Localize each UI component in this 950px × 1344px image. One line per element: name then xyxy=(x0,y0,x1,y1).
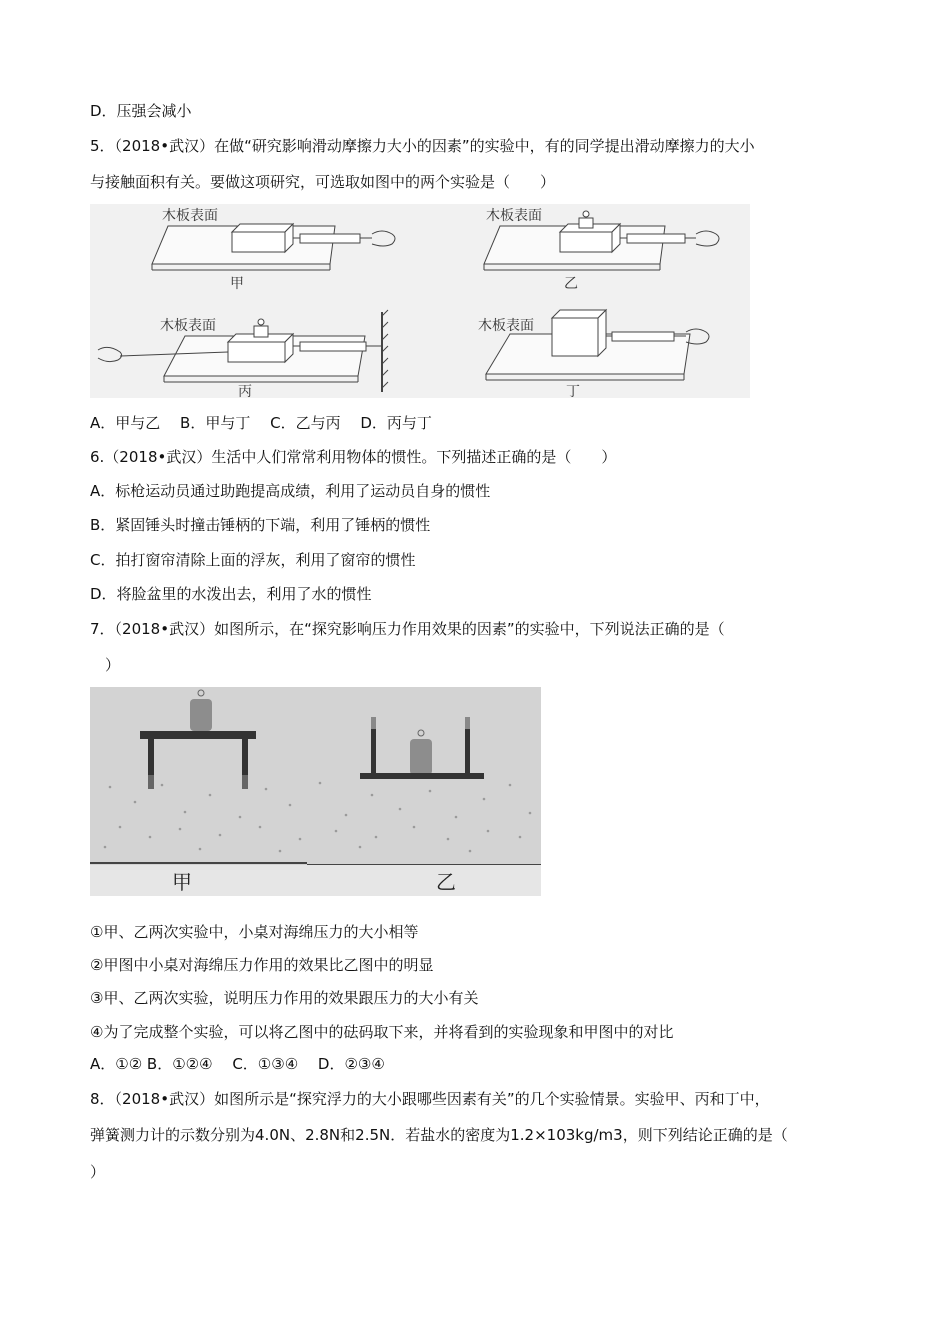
q6-option-b: B．紧固锤头时撞击锤柄的下端，利用了锤柄的惯性 xyxy=(90,516,431,534)
q5-friction-figure xyxy=(90,204,750,398)
q7-stem-line2: ） xyxy=(90,656,121,674)
q8-stem-line2: 弹簧测力计的示数分别为4.0N、2.8N和2.5N．若盐水的密度为1.2×103kg/m3，则下列结论正确的是（ xyxy=(90,1126,788,1144)
q7-label-jia: 甲 xyxy=(172,870,192,894)
q5-label-yi: 乙 xyxy=(564,276,578,292)
q7-pressure-figure xyxy=(90,687,541,896)
q5-surface-label-ding: 木板表面 xyxy=(478,318,534,334)
q7-statement-2: ②甲图中小桌对海绵压力作用的效果比乙图中的明显 xyxy=(90,956,434,974)
q5-label-bing: 丙 xyxy=(238,384,252,398)
q7-stem-line1: 7．（2018•武汉）如图所示，在“探究影响压力作用效果的因素”的实验中，下列说法正确的是（ xyxy=(90,620,725,638)
q7-options: A．①② B．①②④ C．①③④ D．②③④ xyxy=(90,1055,385,1073)
q5-label-ding: 丁 xyxy=(566,384,580,398)
q5-surface-label-yi: 木板表面 xyxy=(486,208,542,224)
q6-option-c: C．拍打窗帘清除上面的浮灰，利用了窗帘的惯性 xyxy=(90,551,416,569)
q5-surface-label-bing: 木板表面 xyxy=(160,318,216,334)
q6-option-d: D．将脸盆里的水泼出去，利用了水的惯性 xyxy=(90,585,372,603)
q5-surface-label-jia: 木板表面 xyxy=(162,208,218,224)
q7-statement-4: ④为了完成整个实验，可以将乙图中的砝码取下来，并将看到的实验现象和甲图中的对比 xyxy=(90,1023,674,1041)
q5-options: A．甲与乙 B．甲与丁 C．乙与丙 D．丙与丁 xyxy=(90,414,432,432)
q7-statement-1: ①甲、乙两次实验中，小桌对海绵压力的大小相等 xyxy=(90,923,419,941)
q5-label-jia: 甲 xyxy=(230,276,244,292)
q7-label-yi: 乙 xyxy=(436,870,456,894)
q8-stem-line3: ） xyxy=(90,1163,106,1181)
q6-option-a: A．标枪运动员通过助跑提高成绩，利用了运动员自身的惯性 xyxy=(90,482,491,500)
q8-stem-line1: 8．（2018•武汉）如图所示是“探究浮力的大小跟哪些因素有关”的几个实验情景。实验甲、丙和丁中， xyxy=(90,1090,770,1108)
q7-statement-3: ③甲、乙两次实验，说明压力作用的效果跟压力的大小有关 xyxy=(90,989,479,1007)
q5-stem-line2: 与接触面积有关。要做这项研究，可选取如图中的两个实验是（ ） xyxy=(90,173,556,191)
q5-stem-line1: 5．（2018•武汉）在做“研究影响滑动摩擦力大小的因素”的实验中，有的同学提出滑动摩擦力的大小 xyxy=(90,137,755,155)
q6-stem: 6.（2018•武汉）生活中人们常常利用物体的惯性。下列描述正确的是（ ） xyxy=(90,448,617,466)
q4-option-d: D．压强会减小 xyxy=(90,102,192,120)
